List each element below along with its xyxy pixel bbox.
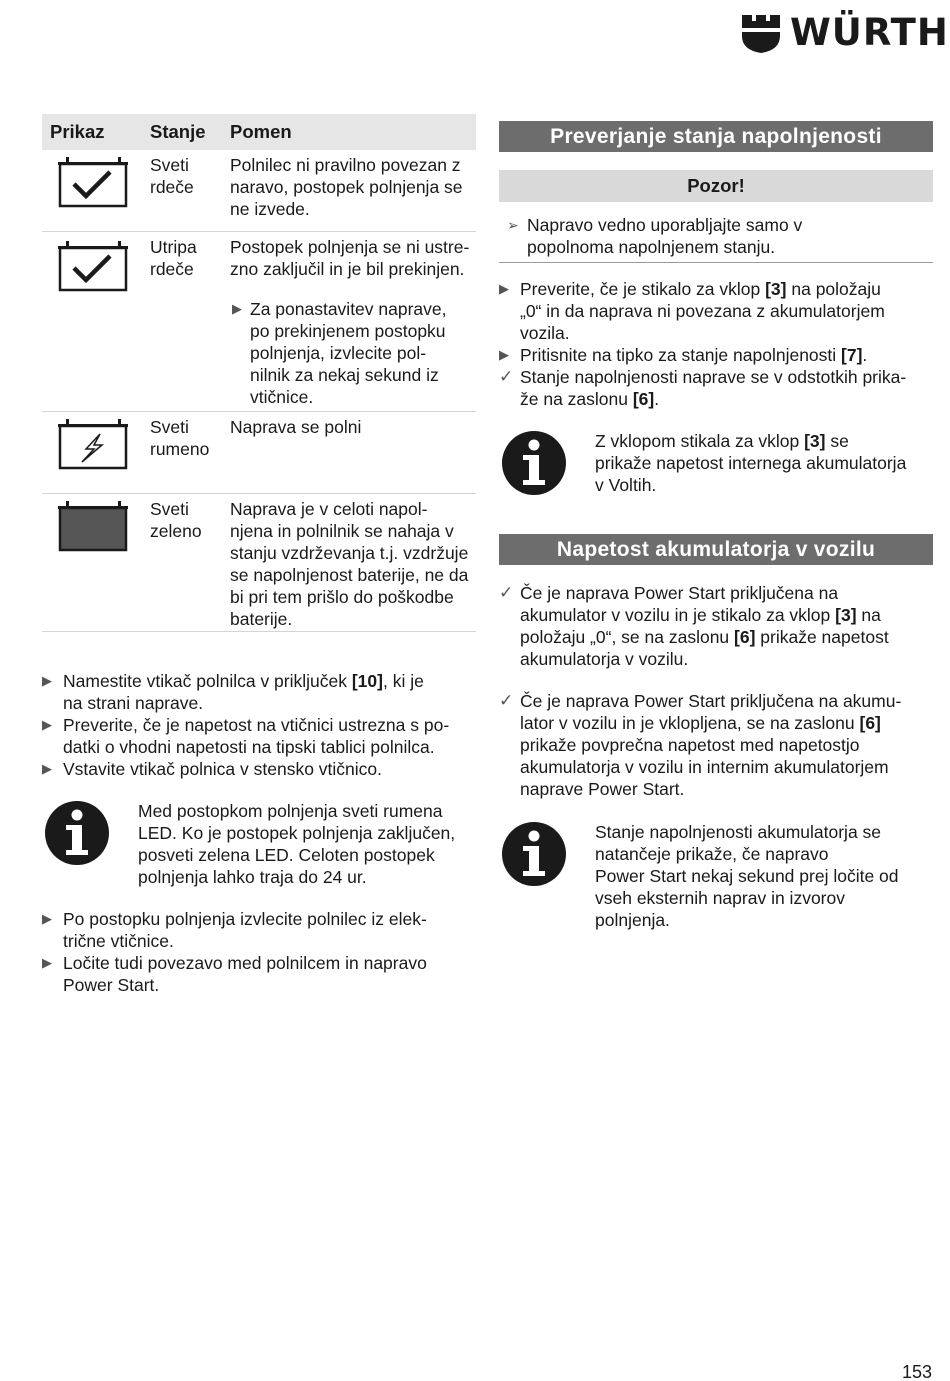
step-text: . <box>654 389 660 409</box>
arrow-bullet-icon: ➢ <box>507 217 519 233</box>
info-note-voltage <box>501 430 906 496</box>
info-line: Z vklopom stikala za vklop <box>595 431 805 451</box>
check-text: prikaže povprečna napetost med napetostjo <box>520 735 860 755</box>
step-text: vozila. <box>520 323 570 343</box>
bullet-line: vtičnice. <box>250 387 314 407</box>
list-item <box>42 908 482 952</box>
header-prikaz: Prikaz <box>50 121 105 142</box>
meaning-line: njena in polnilnik se nahaja v <box>230 521 454 541</box>
step-text: „0“ in da naprava ni povezana z akumulatorjem <box>520 301 885 321</box>
battery-full-icon <box>58 500 128 552</box>
ref-number: [6] <box>859 713 881 733</box>
header-stanje: Stanje <box>150 121 206 142</box>
state-line: Sveti <box>150 499 189 519</box>
step-text: na položaju <box>786 279 881 299</box>
step-text: Vstavite vtikač polnica v stensko vtičnico. <box>63 759 383 779</box>
info-icon <box>501 821 567 887</box>
step-text: na strani naprave. <box>63 693 204 713</box>
reset-instruction <box>230 298 476 408</box>
info-line: natančeje prikaže, če napravo <box>595 844 829 864</box>
section-title-vehicle-voltage: Napetost akumulatorja v vozilu <box>499 534 933 565</box>
triangle-bullet-icon: ▶ <box>42 955 52 970</box>
bullet-line: Za ponastavitev naprave, <box>250 299 447 319</box>
table-row <box>42 150 476 232</box>
meaning-line: Polnilec ni pravilno povezan z <box>230 155 461 175</box>
meaning-line: zno zaključil in je bil prekinjen. <box>230 259 465 279</box>
step-text: Ločite tudi povezavo med polnilcem in napravo <box>63 953 427 973</box>
ref-number: [7] <box>841 345 863 365</box>
info-line: polnjenja. <box>595 910 670 930</box>
check-text: naprave Power Start. <box>520 779 685 799</box>
battery-charging-icon <box>58 418 128 470</box>
step-text: že na zaslonu <box>520 389 633 409</box>
check-text: akumulator v vozilu in je stikalo za vklop <box>520 605 836 625</box>
header-pomen: Pomen <box>230 121 292 142</box>
triangle-bullet-icon: ▶ <box>42 911 52 926</box>
state-line: Sveti <box>150 155 189 175</box>
list-item <box>499 582 939 670</box>
triangle-bullet-icon: ▶ <box>232 301 242 316</box>
list-item <box>42 952 482 996</box>
step-text: Pritisnite na tipko za stanje napolnjenosti <box>520 345 842 365</box>
state-line: Utripa <box>150 237 197 257</box>
meaning-line: se napolnjenost baterije, ne da <box>230 565 469 585</box>
brand-name: WÜRTH <box>790 11 949 54</box>
list-item <box>499 366 939 410</box>
list-item <box>42 714 482 758</box>
info-line: v Voltih. <box>595 475 657 495</box>
vehicle-voltage-checks <box>499 582 939 800</box>
state-line: Sveti <box>150 417 189 437</box>
triangle-bullet-icon: ▶ <box>42 717 52 732</box>
info-line: se <box>825 431 849 451</box>
state-line: rdeče <box>150 259 194 279</box>
warning-title: Pozor! <box>499 170 933 202</box>
ref-number: [10] <box>351 671 383 691</box>
info-note-charging <box>44 800 455 888</box>
meaning-line: baterije. <box>230 609 293 629</box>
check-text: lator v vozilu in je vklopljena, se na zaslonu <box>520 713 860 733</box>
ref-number: [6] <box>632 389 655 409</box>
charge-check-steps <box>499 278 939 410</box>
info-line: vseh eksternih naprav in izvorov <box>595 888 845 908</box>
info-line: posveti zelena LED. Celoten postopek <box>138 845 435 865</box>
check-text: Če je naprava Power Start priključena na akumu- <box>520 691 902 711</box>
wurth-logo <box>740 12 949 54</box>
warning-line: Napravo vedno uporabljajte samo v <box>527 215 803 235</box>
check-text: Če je naprava Power Start priključena na <box>520 583 839 603</box>
info-line: Med postopkom polnjenja sveti rumena <box>138 801 443 821</box>
check-text: prikaže napetost <box>755 627 889 647</box>
battery-check-icon <box>58 240 128 292</box>
page-number: 153 <box>901 1362 932 1381</box>
table-row <box>42 494 476 632</box>
step-text: datki o vhodni napetosti na tipski tablici polnilca. <box>63 737 435 757</box>
info-line: polnjenja lahko traja do 24 ur. <box>138 867 367 887</box>
ref-number: [3] <box>804 431 826 451</box>
info-line: Power Start nekaj sekund prej ločite od <box>595 866 899 886</box>
ref-number: [6] <box>734 627 756 647</box>
list-item <box>499 344 939 366</box>
meaning-line: bi pri tem prišlo do poškodbe <box>230 587 454 607</box>
meaning-line: ne izvede. <box>230 199 310 219</box>
warning-body <box>499 214 933 263</box>
list-item <box>499 690 939 800</box>
section-title-charge-check: Preverjanje stanja napolnjenosti <box>499 121 933 152</box>
step-text: , ki je <box>382 671 424 691</box>
check-text: akumulatorja v vozilu. <box>520 649 689 669</box>
info-line: Stanje napolnjenosti akumulatorja se <box>595 822 882 842</box>
check-text: na <box>856 605 881 625</box>
triangle-bullet-icon: ▶ <box>42 673 52 688</box>
bullet-line: po prekinjenem postopku <box>250 321 446 341</box>
step-text: . <box>862 345 868 365</box>
step-text: Preverite, če je napetost na vtičnici ustrezna s po- <box>63 715 450 735</box>
info-icon <box>501 430 567 496</box>
checkmark-icon: ✓ <box>499 583 514 602</box>
table-row <box>42 232 476 412</box>
meaning-line: Naprava je v celoti napol- <box>230 499 428 519</box>
info-line: prikaže napetost internega akumulatorja <box>595 453 907 473</box>
battery-check-icon <box>58 156 128 208</box>
checkmark-icon: ✓ <box>499 691 514 710</box>
meaning-line: stanju vzdrževanja t.j. vzdržuje <box>230 543 469 563</box>
bullet-line: polnjenja, izvlecite pol- <box>250 343 427 363</box>
warning-line: popolnoma napolnjenem stanju. <box>527 237 776 257</box>
disconnect-steps <box>42 908 482 996</box>
info-note-accuracy <box>501 821 899 931</box>
step-text: Power Start. <box>63 975 160 995</box>
meaning-line: Postopek polnjenja se ni ustre- <box>230 237 470 257</box>
status-table <box>42 114 476 632</box>
triangle-bullet-icon: ▶ <box>42 761 52 776</box>
step-text: trične vtičnice. <box>63 931 174 951</box>
triangle-bullet-icon: ▶ <box>499 347 509 362</box>
connection-steps <box>42 670 482 780</box>
checkmark-icon: ✓ <box>499 367 514 386</box>
list-item <box>42 758 482 780</box>
check-text: akumulatorja v vozilu in internim akumulatorjem <box>520 757 889 777</box>
ref-number: [3] <box>765 279 787 299</box>
info-line: LED. Ko je postopek polnjenja zaključen, <box>138 823 456 843</box>
wurth-emblem-icon <box>740 12 782 54</box>
bullet-line: nilnik za nekaj sekund iz <box>250 365 439 385</box>
meaning-line: naravo, postopek polnjenja se <box>230 177 463 197</box>
step-text: Po postopku polnjenja izvlecite polnilec iz elek- <box>63 909 427 929</box>
table-header <box>42 114 476 150</box>
step-text: Preverite, če je stikalo za vklop <box>520 279 766 299</box>
list-item <box>42 670 482 714</box>
step-text: Stanje napolnjenosti naprave se v odstotkih prika- <box>520 367 907 387</box>
info-icon <box>44 800 110 866</box>
ref-number: [3] <box>835 605 857 625</box>
step-text: Namestite vtikač polnilca v priključek <box>63 671 352 691</box>
table-row <box>42 412 476 494</box>
check-text: položaju „0“, se na zaslonu <box>520 627 735 647</box>
list-item <box>499 278 939 344</box>
meaning-line: Naprava se polni <box>230 417 362 437</box>
triangle-bullet-icon: ▶ <box>499 281 509 296</box>
state-line: rdeče <box>150 177 194 197</box>
state-line: rumeno <box>150 439 210 459</box>
state-line: zeleno <box>150 521 202 541</box>
